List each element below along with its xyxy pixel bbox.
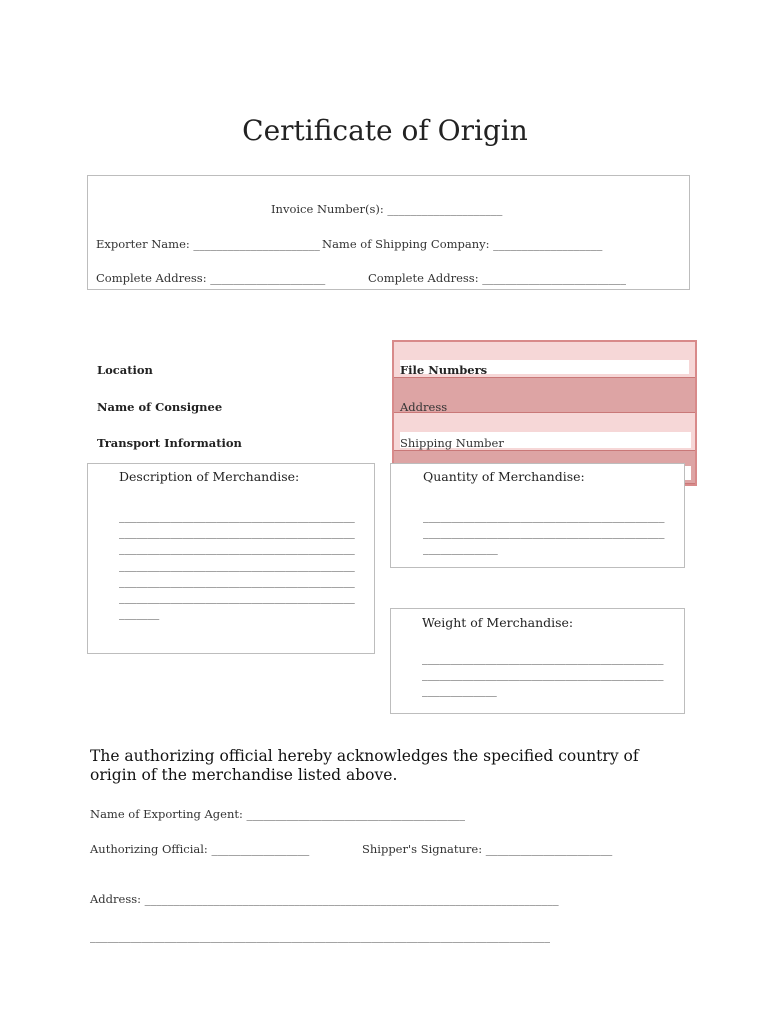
address-line-2[interactable]: ________________________________________________________________________________ [90,929,550,943]
exporter-address-field[interactable]: Complete Address: ____________________ [96,271,326,285]
address-label[interactable]: Address [400,400,448,414]
transport-label: Transport Information [97,436,242,450]
shipping-address-field[interactable]: Complete Address: _________________________ [368,271,626,285]
weight-label: Weight of Merchandise: [422,615,574,630]
shipping-number-label[interactable]: Shipping Number [400,436,504,450]
quantity-label: Quantity of Merchandise: [423,469,585,484]
exporting-agent-field[interactable]: Name of Exporting Agent: ______________________________________ [90,807,466,821]
description-label: Description of Merchandise: [119,469,300,484]
exporter-name-field[interactable]: Exporter Name: ______________________ [96,237,320,251]
shipper-signature-field[interactable]: Shipper's Signature: ______________________ [362,842,613,856]
description-lines[interactable]: _________________________________________ _________________________________________ _________________________________________ _________________________________________ _________________________________________ _________________________________________ _______ [119,509,355,621]
authorizing-official-field[interactable]: Authorizing Official: _________________ [90,842,310,856]
acknowledgement-text: The authorizing official hereby acknowledges the specified country of origin of the merchandise listed above. [90,747,639,784]
consignee-label: Name of Consignee [97,400,223,414]
page-title: Certificate of Origin [242,114,528,147]
location-label: Location [97,363,153,377]
shipping-company-field[interactable]: Name of Shipping Company: ___________________ [322,237,603,251]
quantity-lines[interactable]: __________________________________________ __________________________________________ _____________ [423,509,665,556]
address-field[interactable]: Address: ________________________________________________________________________ [90,892,559,906]
file-numbers-label: File Numbers [400,363,488,377]
invoice-number-field[interactable]: Invoice Number(s): ____________________ [271,202,503,216]
field-highlight-bottom [684,466,691,480]
weight-lines[interactable]: __________________________________________ __________________________________________ _____________ [422,651,664,698]
